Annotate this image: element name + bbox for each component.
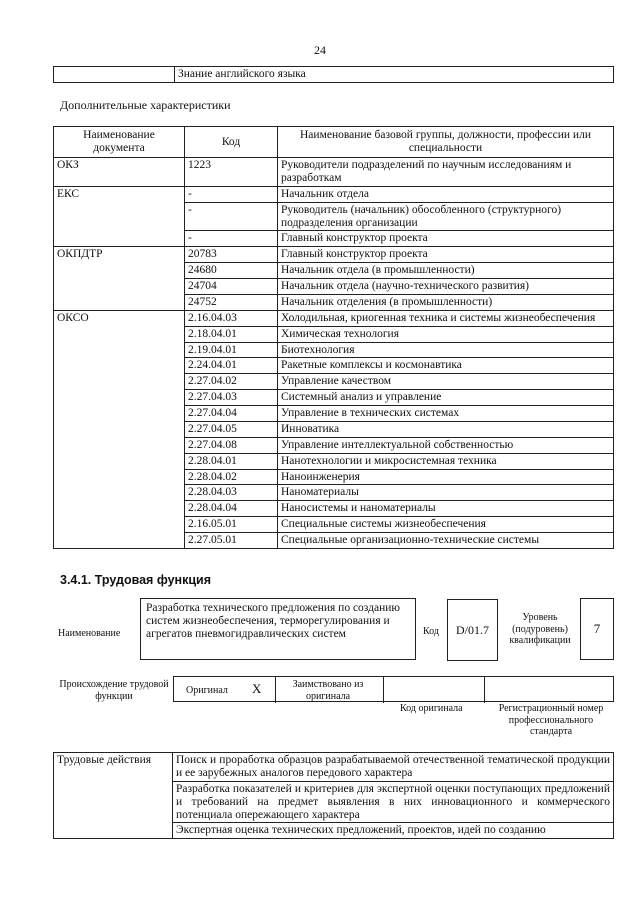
name-cell: Управление качеством	[278, 374, 614, 390]
name-cell: Наноинженерия	[278, 469, 614, 485]
name-cell: Химическая технология	[278, 326, 614, 342]
name-cell: Наносистемы и наноматериалы	[278, 501, 614, 517]
table-body	[54, 158, 614, 549]
name-cell: Главный конструктор проекта	[278, 231, 614, 247]
header-code: Код	[185, 127, 278, 158]
table-header-row	[54, 127, 614, 158]
name-cell: Управление интеллектуальной собственностью	[278, 437, 614, 453]
name-cell: Начальник отделения (в промышленности)	[278, 294, 614, 310]
code-cell: 2.27.04.02	[185, 374, 278, 390]
name-cell: Специальные системы жизнеобеспечения	[278, 517, 614, 533]
code-cell: 2.28.04.03	[185, 485, 278, 501]
name-cell: Руководитель (начальник) обособленного (структурного) подразделения организации	[278, 202, 614, 231]
function-code-value: D/01.7	[447, 599, 498, 661]
name-cell: Холодильная, криогенная техника и системы жизнеобеспечения	[278, 310, 614, 326]
document-cell: ОКПДТР	[54, 247, 185, 311]
code-cell: 20783	[185, 247, 278, 263]
labor-action-row	[54, 753, 614, 782]
skill-english: Знание английского языка	[175, 67, 614, 83]
code-cell: 2.28.04.02	[185, 469, 278, 485]
skills-cell-left	[54, 67, 175, 83]
code-cell: 2.27.04.03	[185, 390, 278, 406]
labor-actions-label: Трудовые действия	[54, 753, 173, 839]
code-cell: 24704	[185, 279, 278, 295]
code-cell: 2.27.04.05	[185, 421, 278, 437]
code-cell: 2.16.04.03	[185, 310, 278, 326]
page-number: 24	[314, 43, 326, 57]
labor-action-item: Экспертная оценка технических предложений, проектов, идей по созданию	[173, 823, 614, 839]
additional-characteristics-title: Дополнительные характеристики	[60, 98, 231, 112]
header-name: Наименование базовой группы, должности, профессии или специальности	[278, 127, 614, 158]
original-code-caption: Код оригинала	[400, 703, 463, 714]
labor-action-item: Разработка показателей и критериев для экспертной оценки поступающих предложений и требований на предмет выявления в них инновационного и коммерческого потенциала опережающего характера	[173, 781, 614, 823]
qualification-level-label: Уровень (подуровень) квалификации	[509, 612, 571, 646]
name-cell: Ракетные комплексы и космонавтика	[278, 358, 614, 374]
labor-action-item: Поиск и проработка образцов разрабатываемой отечественной тематической продукции и ее зарубежных аналогов передового характера	[173, 753, 614, 782]
function-name-label: Наименование	[58, 628, 121, 639]
origin-original-mark: X	[252, 681, 262, 696]
table-row	[54, 158, 614, 187]
labor-actions-body	[54, 753, 614, 839]
code-cell: -	[185, 202, 278, 231]
code-cell: -	[185, 231, 278, 247]
origin-divider-2	[383, 677, 384, 703]
origin-divider-1	[275, 677, 276, 703]
registration-number-caption: Регистрационный номер профессионального стандарта	[498, 703, 604, 737]
table-row	[54, 186, 614, 202]
code-cell: 24752	[185, 294, 278, 310]
qualification-level-value: 7	[580, 598, 614, 660]
code-cell: 2.16.05.01	[185, 517, 278, 533]
code-cell: 2.27.04.04	[185, 406, 278, 422]
function-name-value: Разработка технического предложения по созданию систем жизнеобеспечения, терморегулирования и агрегатов пневмогидравлических систем	[140, 598, 416, 660]
code-cell: 24680	[185, 263, 278, 279]
origin-label: Происхождение трудовой функции	[59, 679, 169, 702]
document-cell: ОКСО	[54, 310, 185, 548]
code-cell: 2.27.05.01	[185, 533, 278, 549]
labor-actions-table	[53, 752, 614, 839]
code-cell: 2.28.04.01	[185, 453, 278, 469]
skills-table-tail	[53, 66, 614, 83]
code-cell: 2.28.04.04	[185, 501, 278, 517]
name-cell: Нанотехнологии и микросистемная техника	[278, 453, 614, 469]
table-row	[54, 310, 614, 326]
origin-row	[173, 676, 614, 702]
name-cell: Начальник отдела	[278, 186, 614, 202]
labor-function-title: 3.4.1. Трудовая функция	[60, 573, 212, 587]
name-cell: Наноматериалы	[278, 485, 614, 501]
name-cell: Системный анализ и управление	[278, 390, 614, 406]
header-document: Наименование документа	[54, 127, 185, 158]
code-cell: 2.24.04.01	[185, 358, 278, 374]
name-cell: Биотехнология	[278, 342, 614, 358]
document-cell: ОКЗ	[54, 158, 185, 187]
name-cell: Инноватика	[278, 421, 614, 437]
document-cell: ЕКС	[54, 186, 185, 247]
code-cell: 2.18.04.01	[185, 326, 278, 342]
code-cell: 1223	[185, 158, 278, 187]
code-cell: 2.27.04.08	[185, 437, 278, 453]
name-cell: Начальник отдела (в промышленности)	[278, 263, 614, 279]
name-cell: Управление в технических системах	[278, 406, 614, 422]
origin-borrowed-label: Заимствовано из оригинала	[292, 679, 364, 702]
code-cell: 2.19.04.01	[185, 342, 278, 358]
code-cell: -	[185, 186, 278, 202]
name-cell: Главный конструктор проекта	[278, 247, 614, 263]
name-cell: Начальник отдела (научно-технического развития)	[278, 279, 614, 295]
origin-divider-3	[484, 677, 485, 703]
table-row	[54, 247, 614, 263]
additional-characteristics-table	[53, 126, 614, 549]
function-code-label: Код	[423, 626, 439, 637]
name-cell: Руководители подразделений по научным исследованиям и разработкам	[278, 158, 614, 187]
name-cell: Специальные организационно-технические системы	[278, 533, 614, 549]
origin-original-label: Оригинал	[186, 685, 228, 696]
